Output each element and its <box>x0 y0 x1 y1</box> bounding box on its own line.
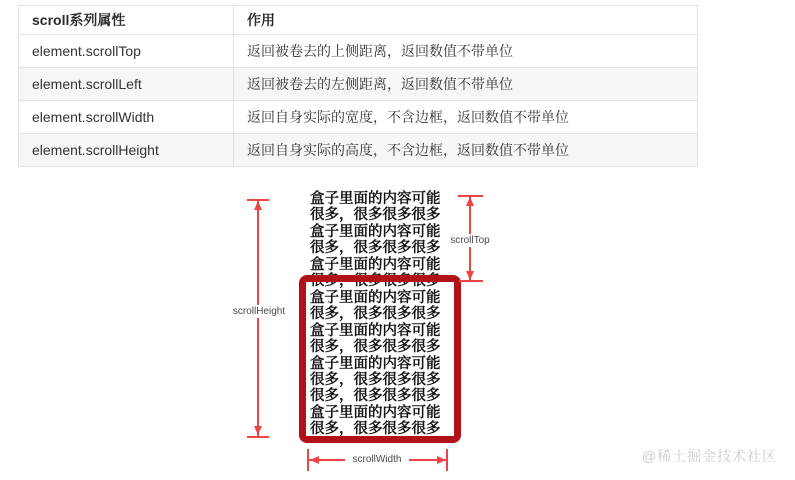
scrollwidth-label: scrollWidth <box>345 453 409 466</box>
scrollheight-arrow-line <box>257 200 259 437</box>
description-cell: 返回自身实际的高度，不含边框，返回数值不带单位 <box>234 134 698 167</box>
content-line: 盒子里面的内容可能 <box>310 322 441 339</box>
content-line: 很多，很多很多很多 <box>310 388 441 405</box>
table-row <box>19 101 698 134</box>
property-cell: element.scrollTop <box>19 35 234 68</box>
table-header-row <box>19 6 698 35</box>
content-line: 盒子里面的内容可能 <box>310 223 441 240</box>
table-row <box>19 35 698 68</box>
content-line: 盒子里面的内容可能 <box>310 256 441 273</box>
table-row <box>19 68 698 101</box>
property-cell: element.scrollWidth <box>19 101 234 134</box>
arrowhead-down-icon <box>254 426 262 435</box>
property-cell: element.scrollLeft <box>19 68 234 101</box>
description-cell: 返回被卷去的上侧距离，返回数值不带单位 <box>234 35 698 68</box>
dimension-cap <box>459 280 483 282</box>
dimension-cap <box>247 436 269 438</box>
description-cell: 返回被卷去的左侧距离，返回数值不带单位 <box>234 68 698 101</box>
header-usage: 作用 <box>234 6 698 35</box>
content-line: 很多，很多很多很多 <box>310 421 441 438</box>
content-line: 盒子里面的内容可能 <box>310 289 441 306</box>
content-line: 很多，很多很多很多 <box>310 306 441 323</box>
content-line: 盒子里面的内容可能 <box>310 355 441 372</box>
visible-area-box <box>299 275 461 443</box>
content-line: 很多，很多很多很多 <box>310 240 441 257</box>
scrolltop-label: scrollTop <box>444 234 496 247</box>
scrollheight-label: scrollHeight <box>226 305 292 318</box>
content-line: 很多，很多很多很多 <box>310 371 441 388</box>
content-line: 很多，很多很多很多 <box>310 207 441 224</box>
arrowhead-down-icon <box>466 271 474 280</box>
content-line: 盒子里面的内容可能 <box>310 191 441 207</box>
watermark: @稀土掘金技术社区 <box>641 448 777 464</box>
scroll-properties-table <box>18 5 698 167</box>
content-line: 很多，很多很多很多 <box>310 339 441 356</box>
content-line: 盒子里面的内容可能 <box>310 404 441 421</box>
arrowhead-right-icon <box>437 456 446 464</box>
header-property: scroll系列属性 <box>19 6 234 35</box>
description-cell: 返回自身实际的宽度，不含边框，返回数值不带单位 <box>234 101 698 134</box>
property-cell: element.scrollHeight <box>19 134 234 167</box>
content-line: 很多，很多很多很多 <box>310 273 441 290</box>
arrowhead-up-icon <box>466 197 474 206</box>
arrowhead-up-icon <box>254 201 262 210</box>
arrowhead-left-icon <box>310 456 319 464</box>
table-row <box>19 134 698 167</box>
dimension-cap <box>446 449 448 471</box>
